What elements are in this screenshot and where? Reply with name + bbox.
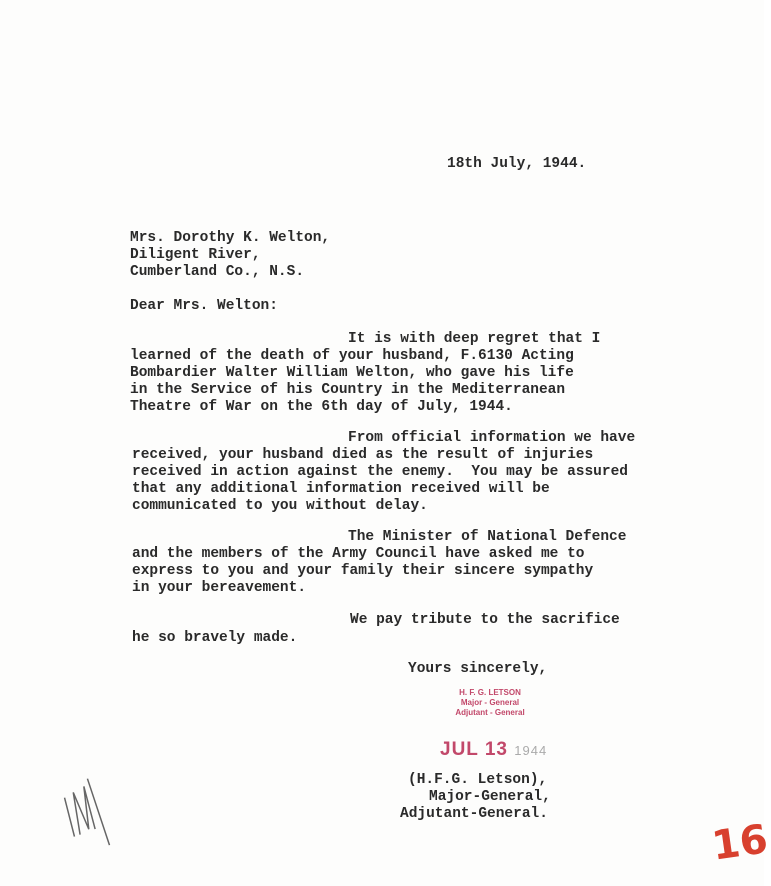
body-line: he so bravely made. bbox=[132, 630, 298, 646]
body-line: The Minister of National Defence bbox=[348, 529, 627, 545]
closing: Yours sincerely, bbox=[408, 661, 548, 677]
body-line: communicated to you without delay. bbox=[132, 498, 428, 514]
body-line: express to you and your family their sincere sympathy bbox=[132, 563, 594, 579]
address-line: Cumberland Co., N.S. bbox=[130, 264, 305, 280]
signature-line: (H.F.G. Letson), bbox=[408, 772, 548, 788]
signature-stamp bbox=[440, 688, 540, 718]
body-line: that any additional information received will be bbox=[132, 481, 550, 497]
body-line: Theatre of War on the 6th day of July, 1944. bbox=[130, 399, 513, 415]
letter-date: 18th July, 1944. bbox=[447, 156, 587, 172]
address-line: Mrs. Dorothy K. Welton, bbox=[130, 230, 331, 246]
body-line: in your bereavement. bbox=[132, 580, 307, 596]
body-line: learned of the death of your husband, F.6130 Acting bbox=[130, 348, 574, 364]
signature-line: Major-General, bbox=[429, 789, 551, 805]
salutation: Dear Mrs. Welton: bbox=[130, 298, 278, 314]
stamp-year: 1944 bbox=[514, 743, 548, 758]
handwritten-page-number: 16 bbox=[709, 816, 771, 870]
address-line: Diligent River, bbox=[130, 247, 261, 263]
body-line: It is with deep regret that I bbox=[348, 331, 601, 347]
stamp-name: H. F. G. LETSON bbox=[459, 688, 521, 697]
received-date-stamp bbox=[440, 739, 547, 761]
handwritten-mark bbox=[60, 770, 120, 860]
stamp-title: Adjutant - General bbox=[455, 708, 525, 717]
stamp-rank: Major - General bbox=[460, 698, 520, 707]
stamp-date: JUL 13 bbox=[440, 739, 508, 760]
body-line: in the Service of his Country in the Mediterranean bbox=[130, 382, 566, 398]
body-line: Bombardier Walter William Welton, who gave his life bbox=[130, 365, 574, 381]
body-line: and the members of the Army Council have asked me to bbox=[132, 546, 585, 562]
signature-line: Adjutant-General. bbox=[400, 806, 548, 822]
body-line: received, your husband died as the result of injuries bbox=[132, 447, 594, 463]
body-line: We pay tribute to the sacrifice bbox=[350, 612, 620, 628]
body-line: From official information we have bbox=[348, 430, 636, 446]
body-line: received in action against the enemy. You may be assured bbox=[132, 464, 628, 480]
